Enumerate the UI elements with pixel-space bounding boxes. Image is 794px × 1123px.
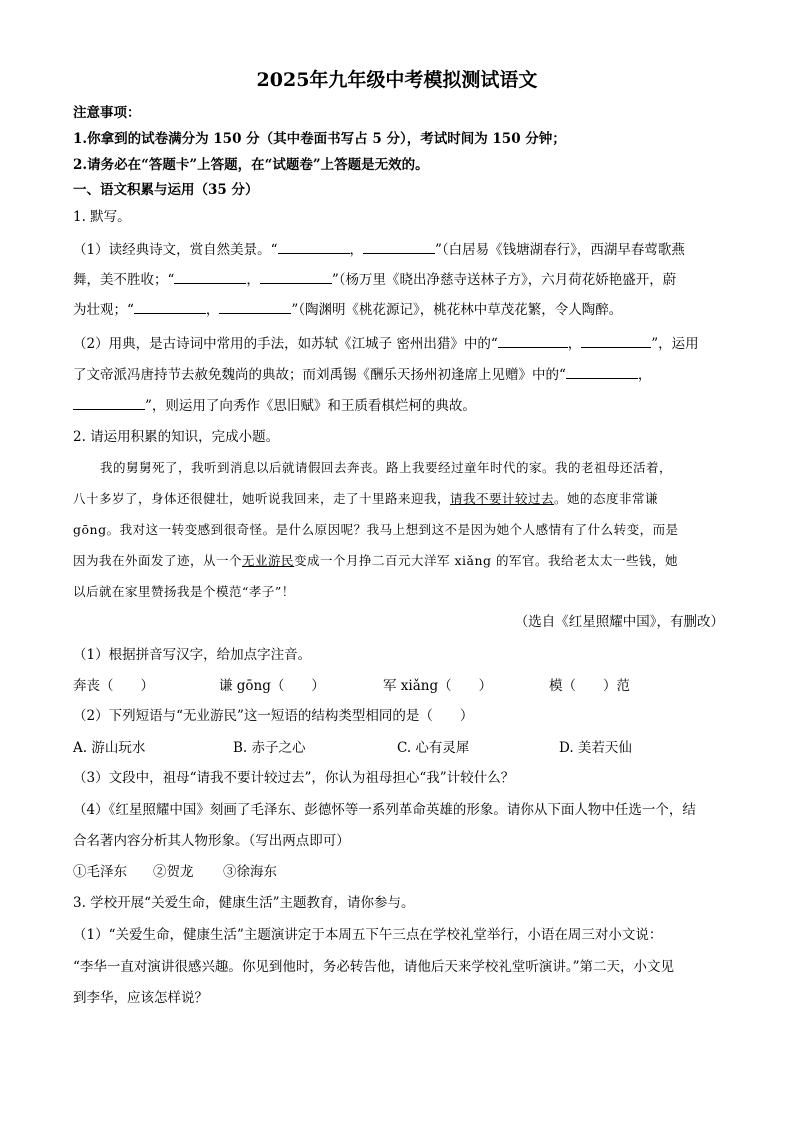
notice-item-2: 2.请务必在“答题卡”上答题，在“试题卷”上答题是无效的。 (73, 157, 429, 173)
option-b[interactable]: B. 赤子之心 (233, 740, 306, 756)
answer-blank[interactable] (73, 395, 145, 410)
person-option: ②贺龙 (153, 864, 194, 880)
pinyin-item: 模（ ）范 (549, 678, 630, 694)
text: 舞，美不胜收；“ (73, 272, 175, 288)
text: ， (349, 242, 363, 258)
q2-sub2: （2）下列短语与“无业游民”这一短语的结构类型相同的是（ ） (73, 708, 474, 724)
q2-heading: 2. 请运用积累的知识，完成小题。 (73, 429, 280, 445)
section-heading: 一、语文积累与运用（35 分） (73, 182, 259, 198)
text: ”（白居易《钱塘湖春行》，西湖早春莺歌燕 (435, 242, 685, 258)
page-title: 2025年九年级中考模拟测试语文 (256, 69, 538, 91)
q1-part1-line3 (73, 299, 724, 320)
passage-line-2 (73, 489, 724, 509)
option-d[interactable]: D. 美若天仙 (559, 740, 632, 756)
q1-part2-line3 (73, 395, 724, 416)
q1-part1-line2 (73, 269, 724, 290)
text: ， (205, 302, 220, 318)
text: ”（杨万里《晓出净慈寺送林子方》，六月荷花娇艳盛开，蔚 (331, 272, 677, 288)
q1-part1-line1 (73, 239, 724, 260)
text: 因为我在外面发了迹，从一个 (73, 553, 243, 568)
q2-sub4-line2: 合名著内容分析其人物形象。（写出两点即可） (73, 833, 350, 849)
notice-item-1: 1.你拿到的试卷满分为 150 分（其中卷面书写占 5 分），考试时间为 150 分钟； (73, 131, 566, 147)
text: 。她的态度非常谦 (554, 491, 659, 506)
text: ”，运用 (651, 336, 699, 352)
q1-part2-line1 (73, 333, 724, 354)
q3-heading: 3. 学校开展“关爱生命，健康生活”主题教育，请你参与。 (73, 895, 415, 911)
text: ， (246, 272, 260, 288)
underlined-phrase: 请我不要计较过去 (450, 491, 555, 506)
pinyin-item: 奔丧（ ） (73, 678, 154, 694)
option-c[interactable]: C. 心有灵犀 (397, 740, 470, 756)
q3-line2: “李华一直对演讲很感兴趣。你见到他时，务必转告他，请他后天来学校礼堂听演讲。”第二天，小文见 (73, 959, 675, 975)
pinyin-row (73, 676, 724, 696)
text: （2）用典，是古诗词中常用的手法，如苏轼《江城子 密州出猎》中的“ (73, 336, 498, 352)
q3-line3: 到李华，应该怎样说？ (73, 990, 208, 1006)
text: 了文帝派冯唐持节去赦免魏尚的典故；而刘禹锡《酬乐天扬州初逢席上见赠》中的“ (73, 367, 566, 383)
pinyin-item: 军 xiǎng（ ） (383, 678, 493, 694)
text: 八十多岁了，身体还很健壮，她听说我回来，走了十里路来迎我， (73, 491, 451, 506)
answer-blank[interactable] (260, 269, 332, 284)
underlined-phrase: 无业游民 (242, 553, 295, 568)
pinyin-item: 谦 gōng（ ） (219, 678, 325, 694)
q3-line1: （1）“关爱生命，健康生活”主题演讲定于本周五下午三点在学校礼堂举行，小语在周三对小文说： (73, 927, 663, 943)
answer-blank[interactable] (134, 299, 206, 314)
q2-sub4-line1: （4）《红星照耀中国》刻画了毛泽东、彭德怀等一系列革命英雄的形象。请你从下面人物中任选一个，结 (73, 802, 696, 818)
text: ”，则运用了向秀作《思旧赋》和王质看棋烂柯的典故。 (145, 398, 476, 414)
text: ， (637, 367, 652, 383)
passage-line-3: gōng。我对这一转变感到很奇怪。是什么原因呢？我马上想到这不是因为她个人感情有了什么转变，而是 (73, 522, 679, 537)
persons-row (73, 862, 724, 882)
option-a[interactable]: A. 游山玩水 (73, 740, 146, 756)
answer-blank[interactable] (174, 269, 246, 284)
answer-blank[interactable] (363, 239, 435, 254)
text: ”（陶渊明《桃花源记》，桃花林中草茂花繁，令人陶醉。 (291, 302, 623, 318)
answer-blank[interactable] (219, 299, 291, 314)
answer-blank[interactable] (581, 333, 651, 348)
person-option: ①毛泽东 (73, 864, 127, 880)
answer-blank[interactable] (498, 333, 568, 348)
person-option: ③徐海东 (223, 864, 277, 880)
text: 为壮观；“ (73, 302, 134, 318)
passage-source: （选自《红星照耀中国》，有删改） (514, 614, 724, 630)
answer-blank[interactable] (566, 364, 638, 379)
text: （1）读经典诗文，赏自然美景。“ (73, 242, 278, 258)
answer-blank[interactable] (278, 239, 350, 254)
q2-sub1: （1）根据拼音写汉字，给加点字注音。 (73, 647, 312, 663)
notice-heading: 注意事项： (73, 105, 141, 121)
q1-heading: 1. 默写。 (73, 209, 131, 225)
text: ， (567, 336, 582, 352)
options-row (73, 738, 724, 758)
q1-part2-line2 (73, 364, 724, 385)
q2-sub3: （3）文段中，祖母“请我不要计较过去”，你认为祖母担心“我”计较什么？ (73, 770, 515, 786)
passage-line-1: 我的舅舅死了，我听到消息以后就请假回去奔丧。路上我要经过童年时代的家。我的老祖母还活着， (100, 460, 673, 475)
text: 变成一个月挣二百元大洋军 xiǎng 的军官。我给老太太一些钱，她 (294, 553, 679, 568)
passage-line-5: 以后就在家里赞扬我是个模范“孝子”！ (73, 584, 295, 599)
passage-line-4 (73, 551, 724, 571)
